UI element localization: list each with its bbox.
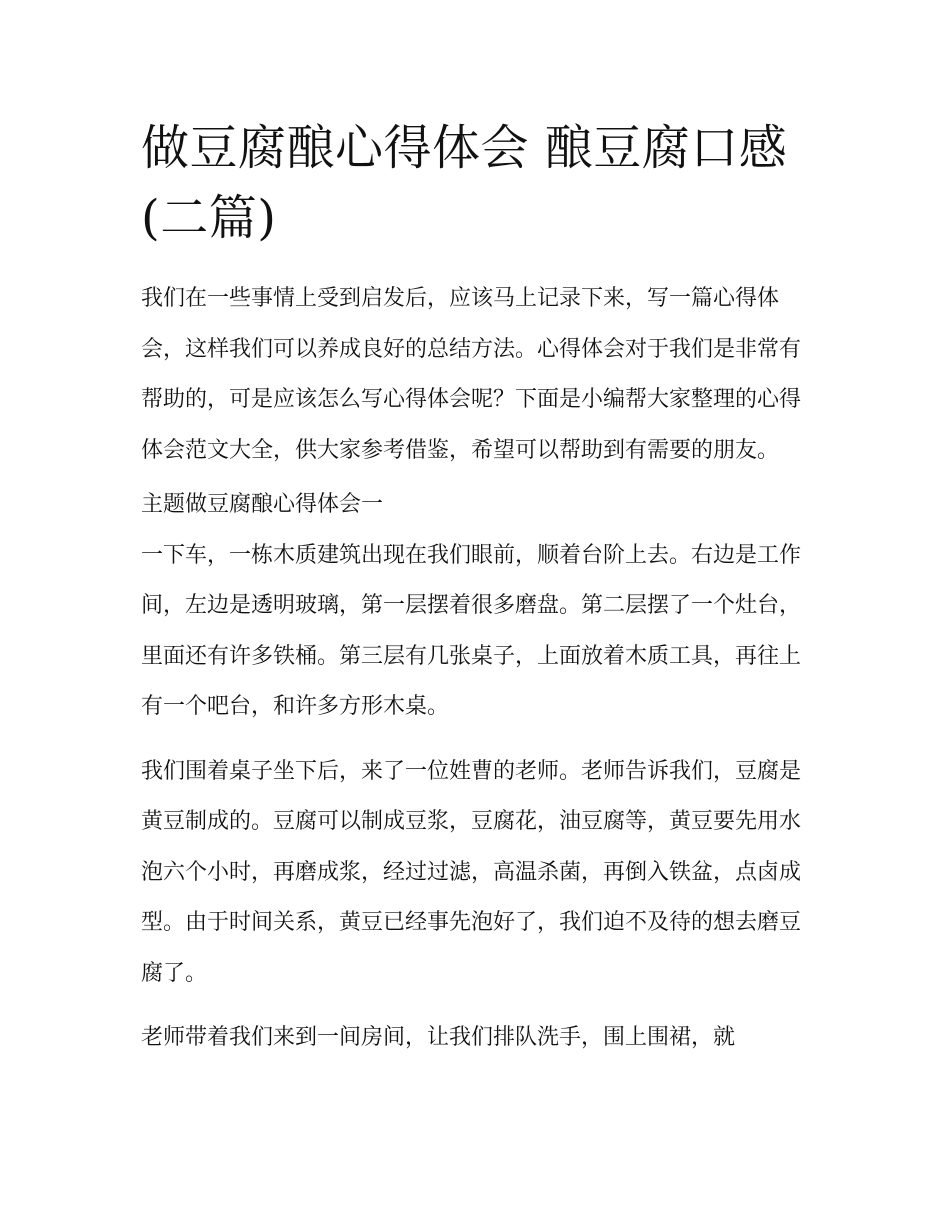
body-paragraph-washing: 老师带着我们来到一间房间，让我们排队洗手，围上围裙，就 [141, 1025, 736, 1050]
document-body [141, 113, 813, 1064]
body-paragraph-teacher: 我们围着桌子坐下后，来了一位姓曹的老师。老师告诉我们，豆腐是黄豆制成的。豆腐可以制成豆浆，豆腐花，油豆腐等，黄豆要先用水泡六个小时，再磨成浆，经过过滤，高温杀菌，再倒入铁盆，点卤成型。由于时间关系，黄豆已经事先泡好了，我们迫不及待的想去磨豆腐了。 [141, 758, 802, 986]
intro-paragraph: 我们在一些事情上受到启发后，应该马上记录下来，写一篇心得体会，这样我们可以养成良好的总结方法。心得体会对于我们是非常有帮助的，可是应该怎么写心得体会呢？下面是小编帮大家整理的心得体会范文大全，供大家参考借鉴，希望可以帮助到有需要的朋友。 [141, 286, 802, 463]
document-title: 做豆腐酿心得体会 酿豆腐口感(二篇) [141, 120, 788, 246]
section-heading: 主题做豆腐酿心得体会一 [141, 492, 384, 517]
body-paragraph-arrival: 一下车，一栋木质建筑出现在我们眼前，顺着台阶上去。右边是工作间，左边是透明玻璃，第一层摆着很多磨盘。第二层摆了一个灶台，里面还有许多铁桶。第三层有几张桌子，上面放着木质工具，再往上有一个吧台，和许多方形木桌。 [141, 542, 802, 719]
